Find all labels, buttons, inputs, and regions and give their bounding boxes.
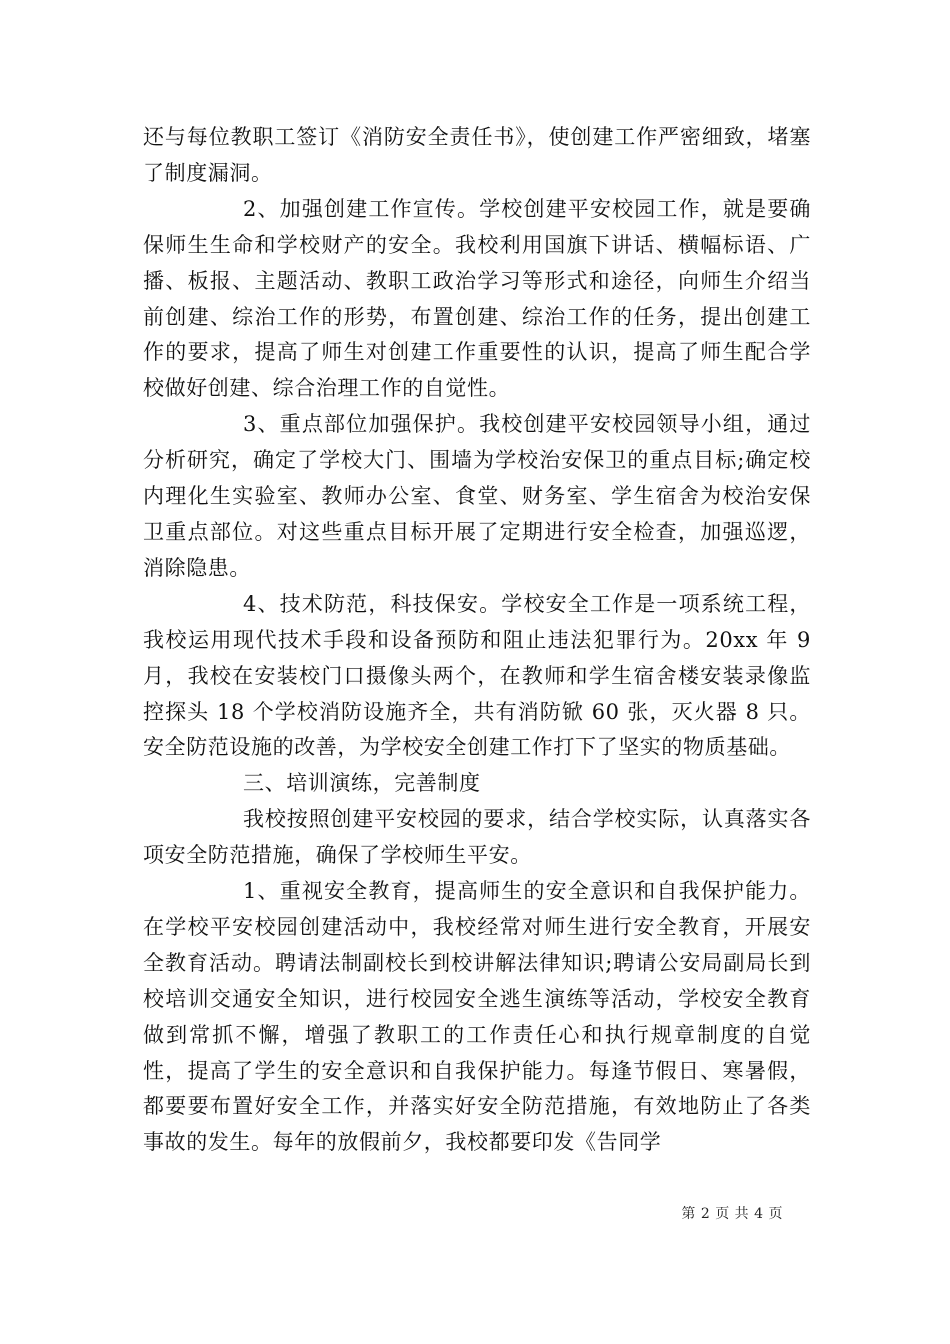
section-heading-training: 三、培训演练，完善制度 [243, 771, 481, 796]
paragraph-tech-security: 4、技术防范，科技保安。学校安全工作是一项系统工程，我校运用现代技术手段和设备预防和阻止违法犯罪行为。20xx 年 9 月，我校在安装校门口摄像头两个，在教师和学生宿舍楼安装录像监控探头 18 个学校消防设施齐全，共有消防锨 60 张，灭火器 8 只。安全防范设施的改善，为学校安全创建工作打下了坚实的物质基础。 [143, 591, 811, 760]
paragraph-safety-education: 1、重视安全教育，提高师生的安全意识和自我保护能力。在学校平安校园创建活动中，我校经常对师生进行安全教育，开展安全教育活动。聘请法制副校长到校讲解法律知识;聘请公安局副局长到校培训交通安全知识，进行校园安全逃生演练等活动，学校安全教育做到常抓不懈，增强了教职工的工作责任心和执行规章制度的自觉性，提高了学生的安全意识和自我保护能力。每逢节假日、寒暑假，都要要布置好安全工作，并落实好安全防范措施，有效地防止了各类事故的发生。每年的放假前夕，我校都要印发《告同学 [143, 879, 811, 1155]
page-number-footer: 第 2 页 共 4 页 [681, 1206, 783, 1222]
document-body [143, 120, 811, 1161]
paragraph-publicity: 2、加强创建工作宣传。学校创建平安校园工作，就是要确保师生生命和学校财产的安全。我校利用国旗下讲话、横幅标语、广播、板报、主题活动、教职工政治学习等形式和途径，向师生介绍当前创建、综治工作的形势，布置创建、综治工作的任务，提出创建工作的要求，提高了师生对创建工作重要性的认识，提高了师生配合学校做好创建、综合治理工作的自觉性。 [143, 196, 811, 401]
paragraph-safety-measures: 我校按照创建平安校园的要求，结合学校实际，认真落实各项安全防范措施，确保了学校师生平安。 [143, 807, 811, 868]
paragraph-key-areas: 3、重点部位加强保护。我校创建平安校园领导小组，通过分析研究，确定了学校大门、围墙为学校治安保卫的重点目标;确定校内理化生实验室、教师办公室、食堂、财务室、学生宿舍为校治安保卫重点部位。对这些重点目标开展了定期进行安全检查，加强巡逻，消除隐患。 [143, 412, 811, 580]
paragraph-continuation: 还与每位教职工签订《消防安全责任书》，使创建工作严密细致，堵塞了制度漏洞。 [143, 125, 811, 185]
